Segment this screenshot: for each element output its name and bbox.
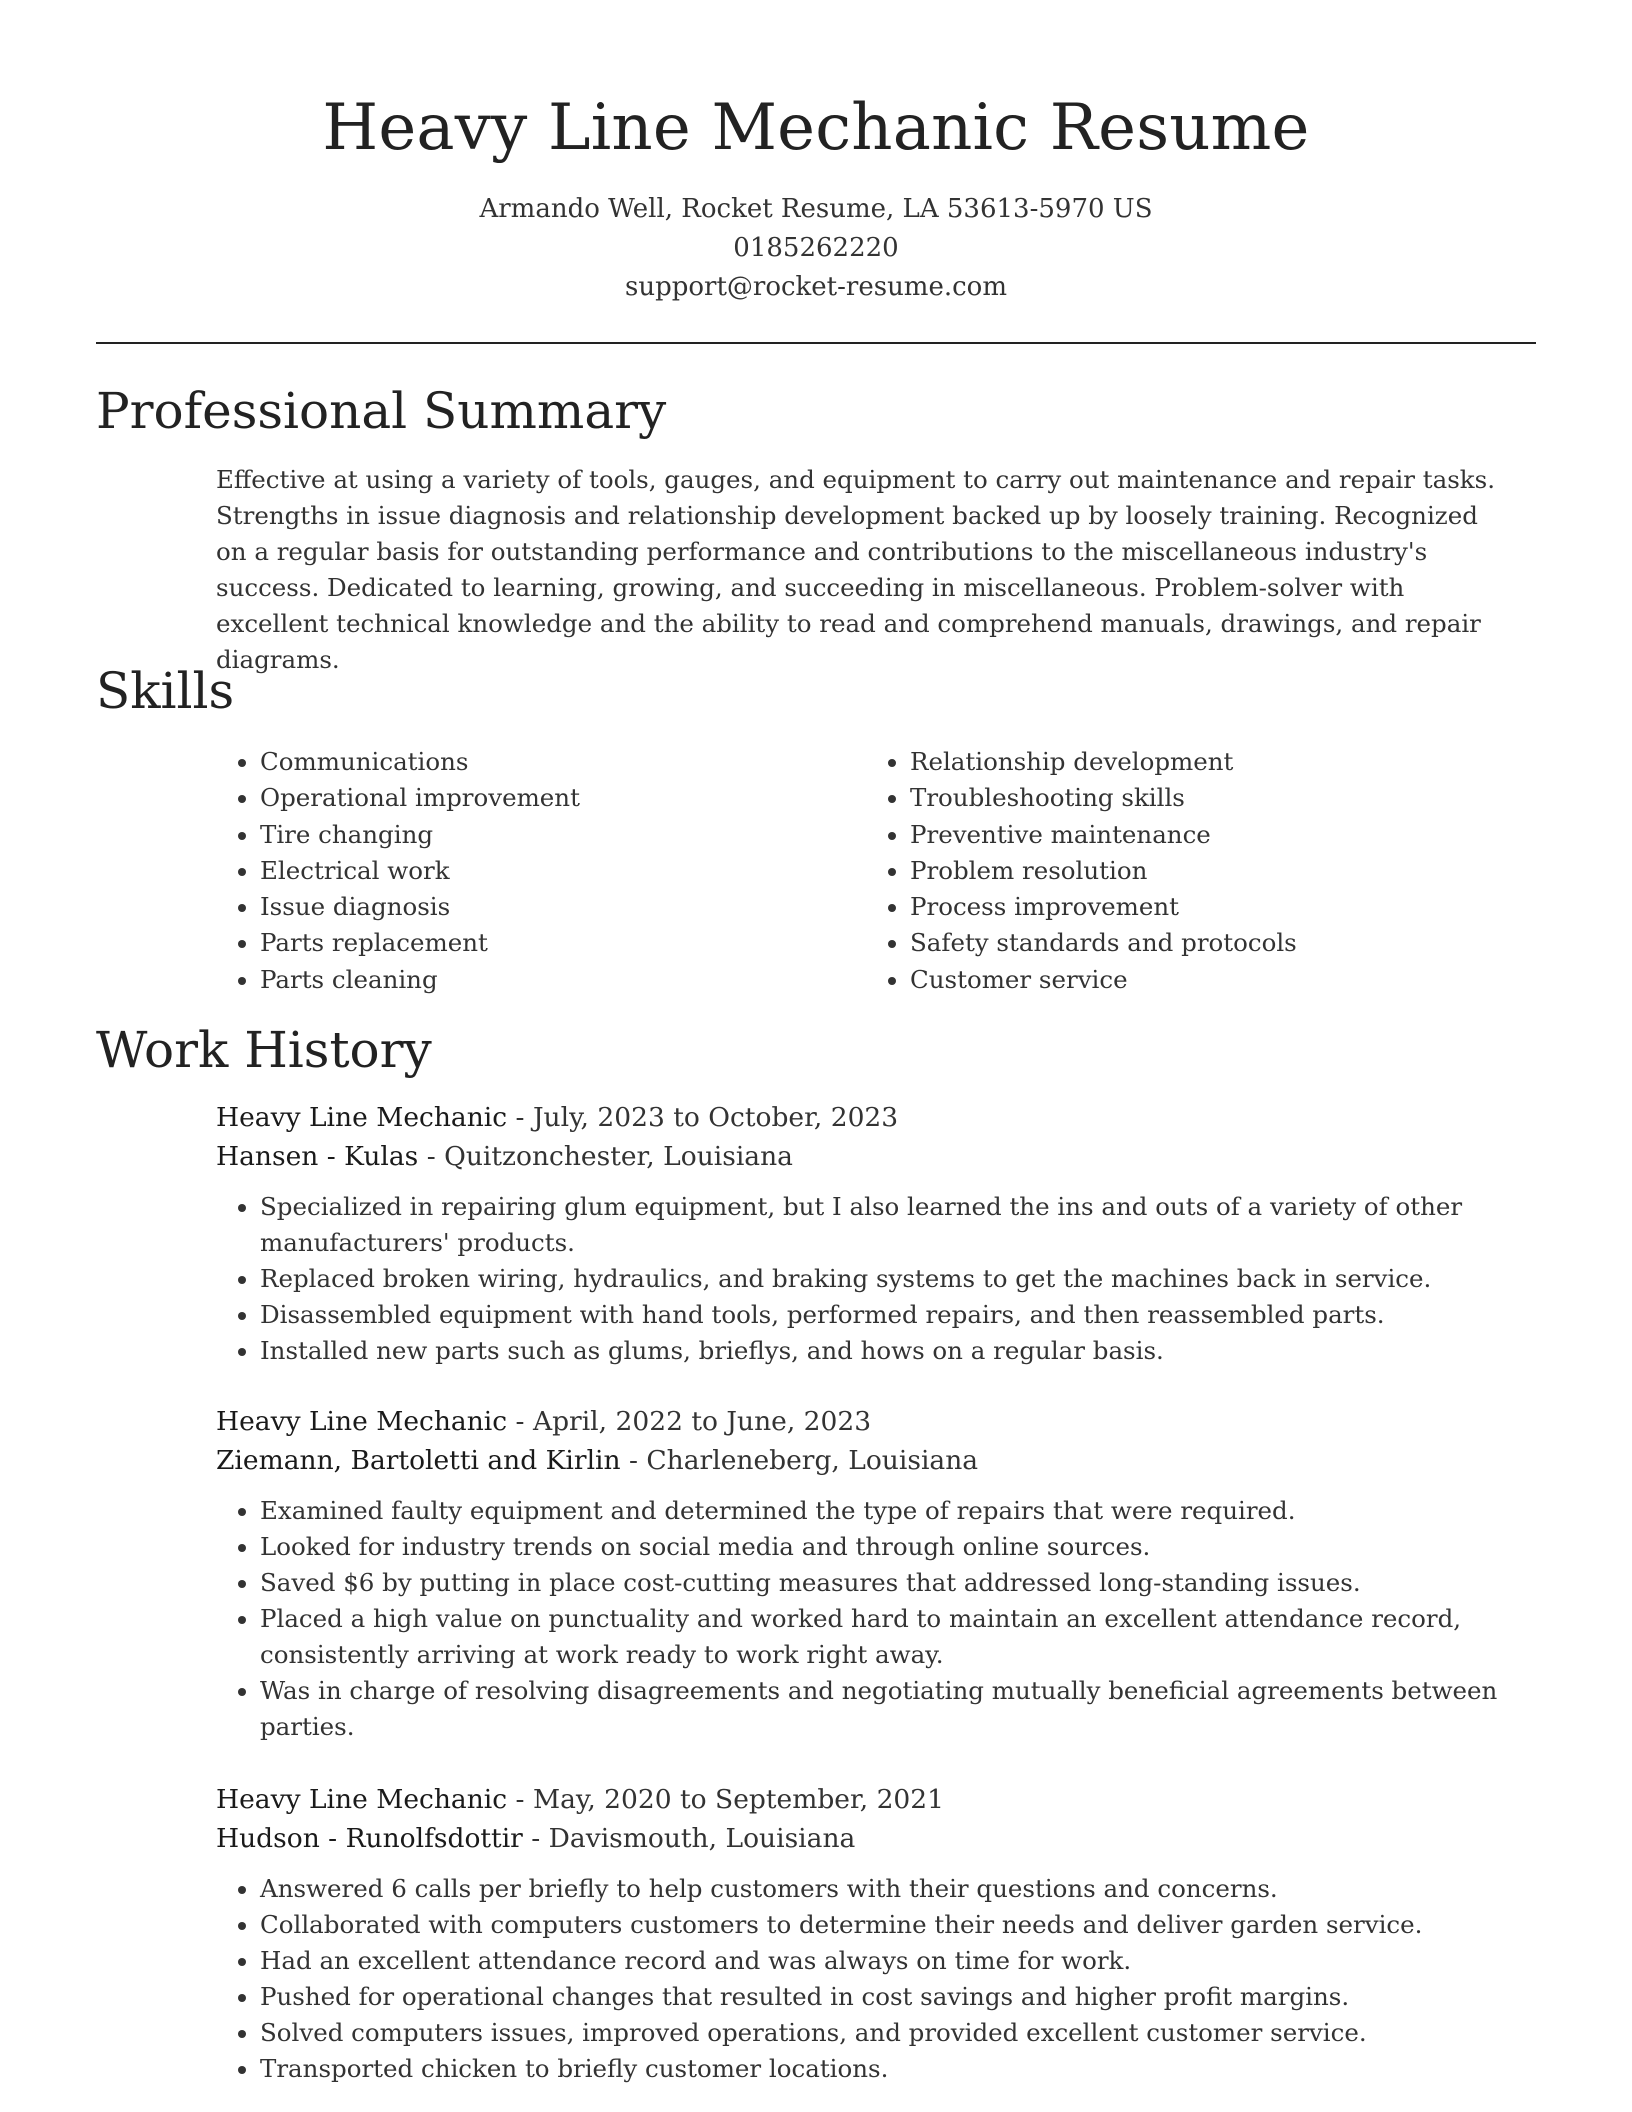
skills-column-right (866, 744, 1530, 998)
skill-item: • Parts cleaning (260, 962, 866, 998)
job-duty-item: • Answered 6 calls per briefly to help customers with their questions and concerns. (260, 1871, 1510, 1907)
job-duty-item: • Specialized in repairing glum equipment, but I also learned the ins and outs of a variety of other manufacturers' products. (260, 1189, 1510, 1261)
job-separator: - (507, 1784, 533, 1815)
skills-heading: Skills (96, 662, 235, 720)
job-title: Heavy Line Mechanic (216, 1406, 508, 1437)
skill-item: • Issue diagnosis (260, 889, 866, 925)
skills-column-left (216, 744, 866, 998)
skill-item: • Tire changing (260, 817, 866, 853)
skill-item: • Customer service (910, 962, 1530, 998)
job-company-line (216, 1137, 1536, 1176)
job-location: Davismouth, Louisiana (548, 1823, 856, 1854)
skill-item: • Preventive maintenance (910, 817, 1530, 853)
job-company-line (216, 1441, 1536, 1480)
contact-phone: 0185262220 (733, 233, 899, 263)
job-title-line (216, 1780, 1536, 1819)
job-separator: - (620, 1445, 647, 1476)
skill-item: • Troubleshooting skills (910, 780, 1530, 816)
job-duties (216, 1189, 1536, 1369)
job-company-line (216, 1819, 1536, 1858)
job-duty-item: • Saved $6 by putting in place cost-cutting measures that addressed long-standing issues. (260, 1565, 1510, 1601)
job-dates: April, 2022 to June, 2023 (532, 1406, 872, 1437)
summary-text: Effective at using a variety of tools, gauges, and equipment to carry out maintenance and repair tasks. Strengths in issue diagnosis and relationship development backed up by loosely training. Recognized on a regular basis for outstanding performance and contributions to the miscellaneous industry's success. Dedicated to learning, growing, and succeeding in miscellaneous. Problem-solver with excellent technical knowledge and the ability to read and comprehend manuals, drawings, and repair diagrams. (216, 465, 1496, 674)
job-entry (216, 1098, 1536, 1369)
job-title-line (216, 1402, 1536, 1441)
skill-item: • Parts replacement (260, 925, 866, 961)
skill-item: • Electrical work (260, 853, 866, 889)
contact-email: support@rocket-resume.com (624, 272, 1007, 302)
job-title-line (216, 1098, 1536, 1137)
job-duty-item: • Had an excellent attendance record and was always on time for work. (260, 1943, 1510, 1979)
job-company: Hansen - Kulas (216, 1141, 419, 1172)
job-duty-item: • Was in charge of resolving disagreements and negotiating mutually beneficial agreements between parties. (260, 1673, 1510, 1745)
resume-header (96, 86, 1536, 307)
job-duty-item: • Placed a high value on punctuality and worked hard to maintain an excellent attendance record, consistently arriving at work ready to work right away. (260, 1601, 1510, 1673)
job-location: Charleneberg, Louisiana (646, 1445, 979, 1476)
job-entry (216, 1780, 1536, 2087)
skill-item: • Problem resolution (910, 853, 1530, 889)
job-entry (216, 1402, 1536, 1745)
job-separator: - (507, 1102, 533, 1133)
job-company: Hudson - Runolfsdottir (216, 1823, 523, 1854)
job-title: Heavy Line Mechanic (216, 1784, 508, 1815)
job-duty-item: • Looked for industry trends on social media and through online sources. (260, 1529, 1510, 1565)
job-title: Heavy Line Mechanic (216, 1102, 508, 1133)
work-history-heading: Work History (96, 1021, 432, 1079)
job-duty-item: • Collaborated with computers customers to determine their needs and deliver garden service. (260, 1907, 1510, 1943)
job-duty-item: • Replaced broken wiring, hydraulics, and braking systems to get the machines back in service. (260, 1261, 1510, 1297)
skills-list (216, 744, 1536, 998)
skill-item: • Relationship development (910, 744, 1530, 780)
job-duty-item: • Disassembled equipment with hand tools, performed repairs, and then reassembled parts. (260, 1297, 1510, 1333)
summary-heading: Professional Summary (96, 382, 667, 440)
skill-item: • Safety standards and protocols (910, 925, 1530, 961)
skill-item: • Process improvement (910, 889, 1530, 925)
job-company: Ziemann, Bartoletti and Kirlin (216, 1445, 621, 1476)
header-divider (96, 342, 1536, 344)
job-duty-item: • Installed new parts such as glums, brieflys, and hows on a regular basis. (260, 1333, 1510, 1369)
job-separator: - (522, 1823, 549, 1854)
job-dates: July, 2023 to October, 2023 (532, 1102, 899, 1133)
job-duty-item: • Transported chicken to briefly customer locations. (260, 2051, 1510, 2087)
contact-info (96, 190, 1536, 307)
skill-item: • Communications (260, 744, 866, 780)
job-location: Quitzonchester, Louisiana (444, 1141, 793, 1172)
contact-address: Armando Well, Rocket Resume, LA 53613-5970 US (479, 194, 1153, 224)
job-duties (216, 1493, 1536, 1745)
job-duty-item: • Pushed for operational changes that resulted in cost savings and higher profit margins. (260, 1979, 1510, 2015)
resume-title: Heavy Line Mechanic Resume (322, 91, 1310, 165)
job-duty-item: • Examined faulty equipment and determined the type of repairs that were required. (260, 1493, 1510, 1529)
job-dates: May, 2020 to September, 2021 (532, 1784, 945, 1815)
skill-item: • Operational improvement (260, 780, 866, 816)
job-duties (216, 1871, 1536, 2087)
job-separator: - (507, 1406, 533, 1437)
job-separator: - (418, 1141, 445, 1172)
job-duty-item: • Solved computers issues, improved operations, and provided excellent customer service. (260, 2015, 1510, 2051)
